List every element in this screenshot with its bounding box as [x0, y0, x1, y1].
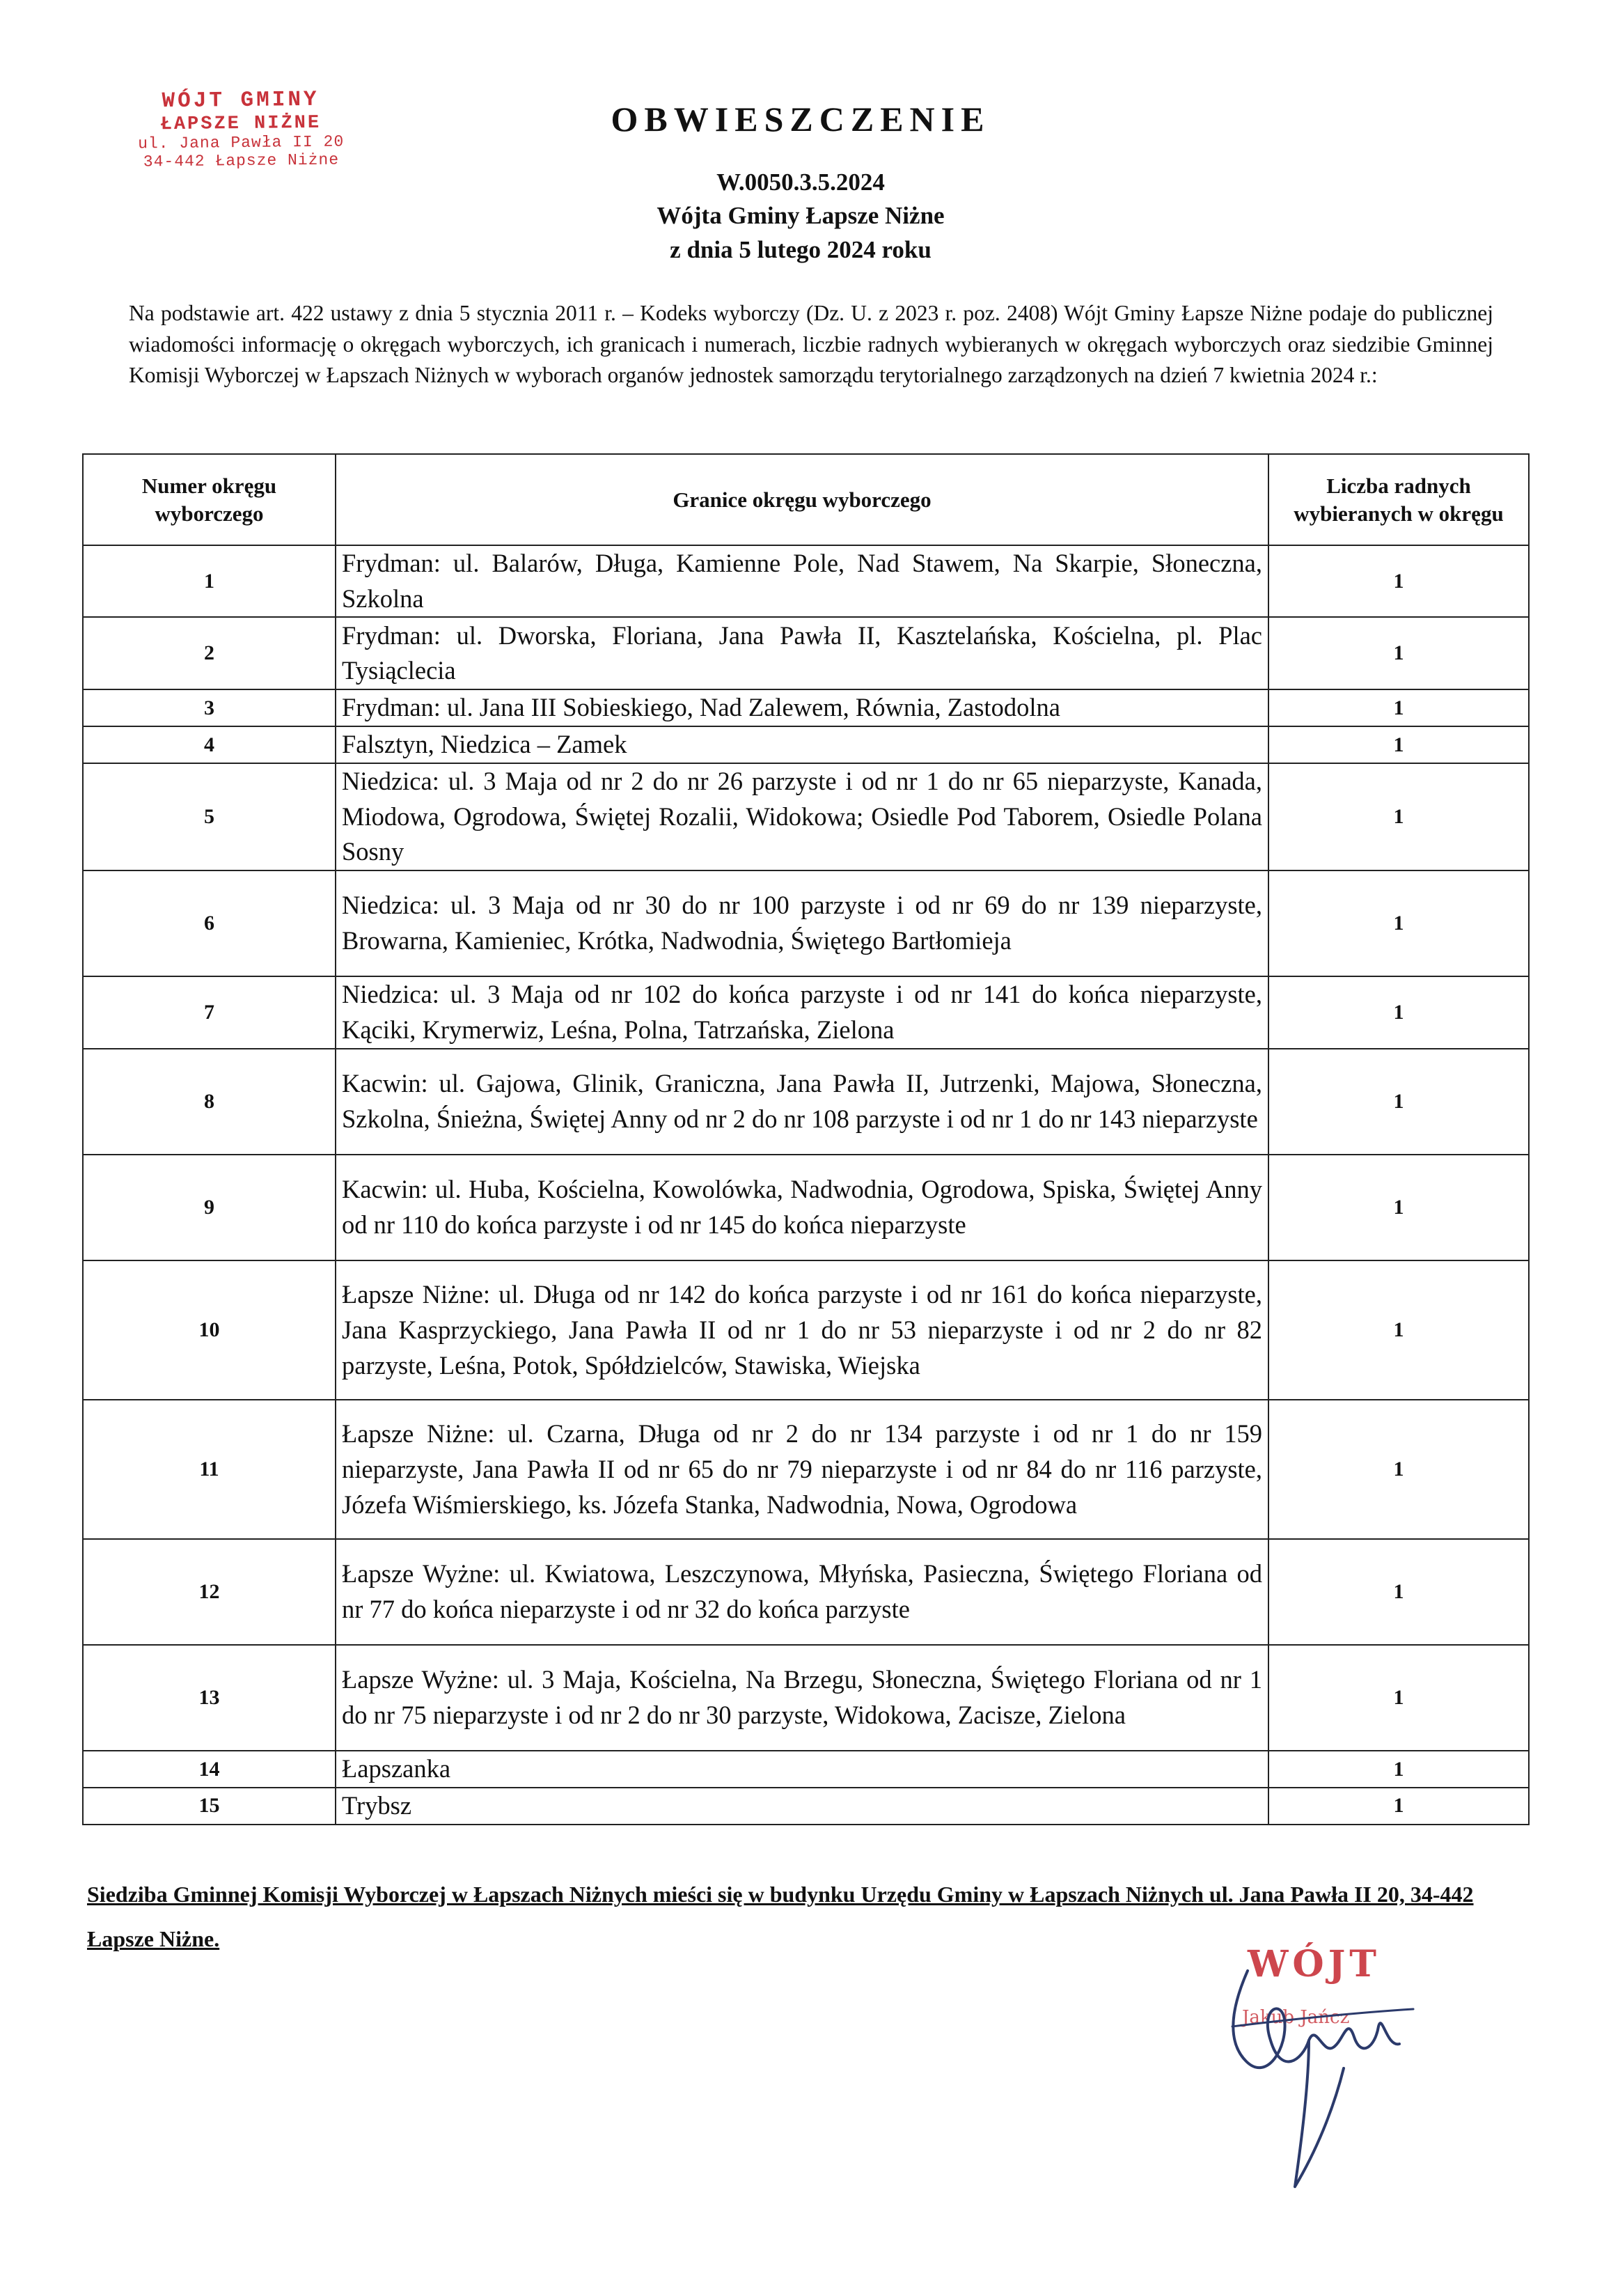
district-number: 4 — [83, 726, 336, 763]
district-number: 2 — [83, 617, 336, 689]
district-row — [83, 1049, 1529, 1155]
document-date: z dnia 5 lutego 2024 roku — [670, 235, 932, 263]
district-number: 11 — [83, 1400, 336, 1539]
table-header-row — [83, 454, 1529, 545]
district-number: 10 — [83, 1260, 336, 1400]
district-row — [83, 545, 1529, 617]
office-stamp — [129, 88, 352, 171]
district-bounds: Kacwin: ul. Gajowa, Glinik, Graniczna, Jana Pawła II, Jutrzenki, Majowa, Słoneczna, Szkolna, Śnieżna, Świętej Anny od nr 2 do nr 108 parzyste i od nr 1 do nr 143 nieparzyste — [336, 1049, 1268, 1155]
table-body — [83, 545, 1529, 1825]
district-bounds: Kacwin: ul. Huba, Kościelna, Kowolówka, Nadwodnia, Ogrodowa, Spiska, Świętej Anny od nr 110 do końca parzyste i od nr 145 do końca nieparzyste — [336, 1155, 1268, 1260]
district-bounds: Niedzica: ul. 3 Maja od nr 30 do nr 100 parzyste i od nr 69 do nr 139 nieparzyste, Browarna, Kamieniec, Krótka, Nadwodnia, Świętego Bartłomieja — [336, 870, 1268, 976]
header-district-number: Numer okręgu wyborczego — [83, 454, 336, 545]
councillor-count: 1 — [1268, 1645, 1529, 1751]
district-number: 8 — [83, 1049, 336, 1155]
stamp-line-2: ŁAPSZE NIŻNE — [160, 112, 322, 135]
district-number: 7 — [83, 976, 336, 1049]
district-row — [83, 1260, 1529, 1400]
district-row — [83, 976, 1529, 1049]
district-bounds: Łapsze Wyżne: ul. Kwiatowa, Leszczynowa, Młyńska, Pasieczna, Świętego Floriana od nr 77 do końca nieparzyste i od nr 32 do końca parzyste — [336, 1539, 1268, 1645]
stamp-line-1: WÓJT GMINY — [162, 87, 320, 114]
stamp-line-3: ul. Jana Pawła II 20 — [138, 132, 345, 153]
district-bounds: Frydman: ul. Balarów, Długa, Kamienne Pole, Nad Stawem, Na Skarpie, Słoneczna, Szkolna — [336, 545, 1268, 617]
district-bounds: Frydman: ul. Dworska, Floriana, Jana Pawła II, Kasztelańska, Kościelna, pl. Plac Tysiąclecia — [336, 617, 1268, 689]
district-number: 14 — [83, 1751, 336, 1788]
document-title: OBWIESZCZENIE — [611, 100, 991, 139]
councillor-count: 1 — [1268, 1049, 1529, 1155]
district-number: 6 — [83, 870, 336, 976]
district-row — [83, 763, 1529, 870]
district-bounds: Falsztyn, Niedzica – Zamek — [336, 726, 1268, 763]
document-issuer: Wójta Gminy Łapsze Niżne — [657, 202, 945, 230]
signature-block — [1204, 1943, 1448, 2208]
district-row — [83, 1788, 1529, 1825]
district-row — [83, 689, 1529, 726]
district-number: 3 — [83, 689, 336, 726]
councillor-count: 1 — [1268, 545, 1529, 617]
district-number: 15 — [83, 1788, 336, 1825]
councillor-count: 1 — [1268, 689, 1529, 726]
district-bounds: Łapsze Niżne: ul. Czarna, Długa od nr 2 do nr 134 parzyste i od nr 1 do nr 159 nieparzyste, Jana Pawła II od nr 65 do nr 79 nieparzyste i od nr 84 do nr 116 parzyste, Józefa Wiśmierskiego, ks. Józefa Stanka, Nadwodnia, Nowa, Ogrodowa — [336, 1400, 1268, 1539]
district-row — [83, 726, 1529, 763]
councillor-count: 1 — [1268, 1400, 1529, 1539]
district-row — [83, 1751, 1529, 1788]
signature-stamp-name: Jakub Jańcz — [1242, 2007, 1350, 2028]
councillor-count: 1 — [1268, 1260, 1529, 1400]
district-bounds: Frydman: ul. Jana III Sobieskiego, Nad Zalewem, Równia, Zastodolna — [336, 689, 1268, 726]
district-bounds: Trybsz — [336, 1788, 1268, 1825]
councillor-count: 1 — [1268, 617, 1529, 689]
district-row — [83, 1539, 1529, 1645]
district-row — [83, 1400, 1529, 1539]
district-row — [83, 617, 1529, 689]
signature-stamp-title: WÓJT — [1248, 1943, 1381, 1985]
district-bounds: Niedzica: ul. 3 Maja od nr 2 do nr 26 parzyste i od nr 1 do nr 65 nieparzyste, Kanada, Miodowa, Ogrodowa, Świętej Rozalii, Widokowa; Osiedle Pod Taborem, Osiedle Polana Sosny — [336, 763, 1268, 870]
district-row — [83, 1155, 1529, 1260]
councillor-count: 1 — [1268, 1751, 1529, 1788]
councillor-count: 1 — [1268, 870, 1529, 976]
document-number: W.0050.3.5.2024 — [716, 169, 885, 196]
councillor-count: 1 — [1268, 1788, 1529, 1825]
district-number: 13 — [83, 1645, 336, 1751]
commission-seat-note: Siedziba Gminnej Komisji Wyborczej w Łapszach Niżnych mieści się w budynku Urzędu Gminy w Łapszach Niżnych ul. Jana Pawła II 20, 34-442 Łapsze Niżne. — [87, 1882, 1474, 1951]
district-bounds: Łapsze Niżne: ul. Długa od nr 142 do końca parzyste i od nr 161 do końca nieparzyste, Jana Kasprzyckiego, Jana Pawła II od nr 1 do nr 53 nieparzyste i od nr 2 do nr 82 parzyste, Leśna, Potok, Spółdzielców, Stawiska, Wiejska — [336, 1260, 1268, 1400]
district-row — [83, 1645, 1529, 1751]
councillor-count: 1 — [1268, 763, 1529, 870]
district-row — [83, 870, 1529, 976]
districts-table — [82, 453, 1530, 1825]
councillor-count: 1 — [1268, 1539, 1529, 1645]
councillor-count: 1 — [1268, 1155, 1529, 1260]
councillor-count: 1 — [1268, 726, 1529, 763]
stamp-line-4: 34-442 Łapsze Niżne — [143, 150, 340, 171]
district-bounds: Łapszanka — [336, 1751, 1268, 1788]
district-number: 12 — [83, 1539, 336, 1645]
intro-paragraph: Na podstawie art. 422 ustawy z dnia 5 stycznia 2011 r. – Kodeks wyborczy (Dz. U. z 2023 r. poz. 2408) Wójt Gminy Łapsze Niżne podaje do publicznej wiadomości informację o okręgach wyborczych, ich granicach i numerach, liczbie radnych wybieranych w okręgach wyborczych oraz siedzibie Gminnej Komisji Wyborczej w Łapszach Niżnych w wyborach organów jednostek samorządu terytorialnego zarządzonych na dzień 7 kwietnia 2024 r.: — [129, 301, 1493, 388]
document-subheading — [487, 166, 1114, 267]
header-councillor-count: Liczba radnych wybieranych w okręgu — [1268, 454, 1529, 545]
district-number: 9 — [83, 1155, 336, 1260]
councillor-count: 1 — [1268, 976, 1529, 1049]
district-number: 5 — [83, 763, 336, 870]
district-number: 1 — [83, 545, 336, 617]
district-bounds: Niedzica: ul. 3 Maja od nr 102 do końca parzyste i od nr 141 do końca nieparzyste, Kąciki, Krymerwiz, Leśna, Polna, Tatrzańska, Zielona — [336, 976, 1268, 1049]
header-district-bounds: Granice okręgu wyborczego — [336, 454, 1268, 545]
handwritten-signature — [1204, 1943, 1448, 2208]
district-bounds: Łapsze Wyżne: ul. 3 Maja, Kościelna, Na Brzegu, Słoneczna, Świętego Floriana od nr 1 do nr 75 nieparzyste i od nr 2 do nr 30 parzyste, Widokowa, Zacisze, Zielona — [336, 1645, 1268, 1751]
